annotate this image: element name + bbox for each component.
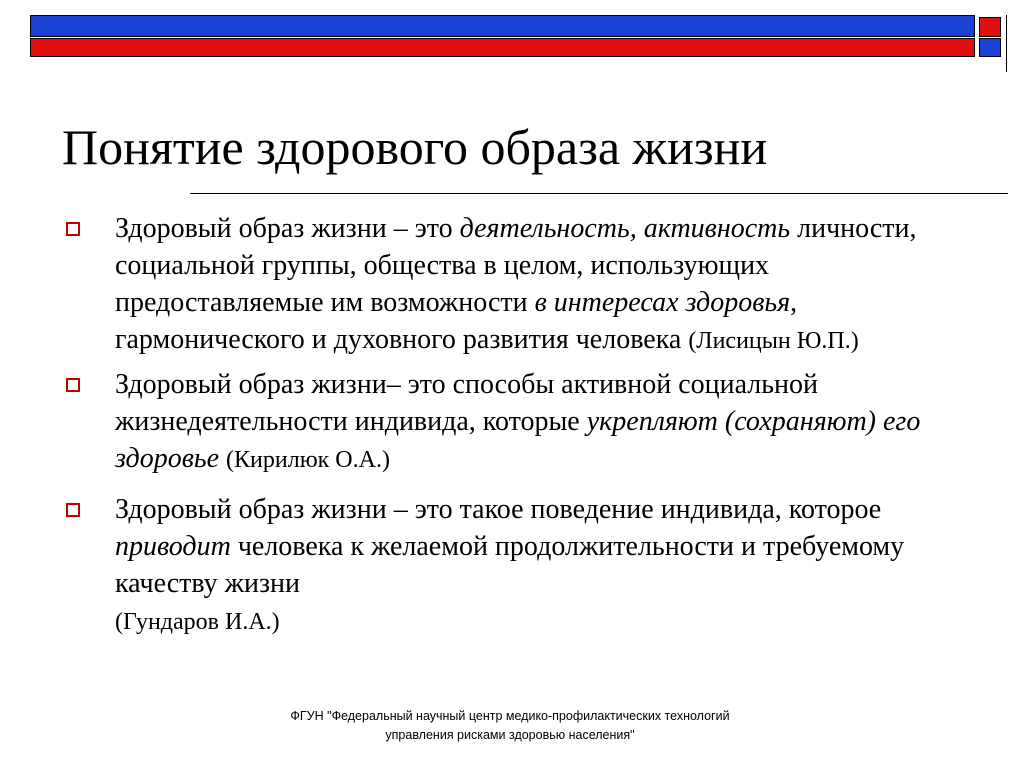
square-bullet-icon — [66, 378, 80, 392]
bullet-text: Здоровый образ жизни– это способы активной социальной жизнедеятельности индивида, которые укрепляют (сохраняют) его здоровье (Кирилюк О.А.) — [115, 369, 921, 474]
bullet-list — [62, 210, 962, 641]
bullet-item — [62, 366, 962, 479]
footer-line-2: управления рисками здоровью населения" — [385, 728, 635, 742]
author-citation: (Кирилюк О.А.) — [226, 447, 390, 473]
header-banner — [30, 15, 1003, 57]
blue-square — [979, 38, 1001, 57]
footer — [230, 707, 790, 745]
author-citation: (Лисицын Ю.П.) — [688, 328, 859, 354]
red-square — [979, 17, 1001, 37]
bullet-text: Здоровый образ жизни – это деятельность, активность личности, социальной группы, общества в целом, использующих предоставляемые им возможности в интересах здоровья, гармонического и духовного развития человека (Лисицын Ю.П.) — [115, 213, 917, 355]
bullet-item — [62, 210, 962, 360]
blue-stripe — [30, 15, 975, 37]
bullet-text: Здоровый образ жизни – это такое поведение индивида, которое приводит человека к желаемой продолжительности и требуемому качеству жизни (Гундаров И.А.) — [115, 494, 905, 635]
bullet-item — [62, 491, 962, 641]
slide-title: Понятие здорового образа жизни — [62, 119, 768, 175]
square-bullet-icon — [66, 503, 80, 517]
red-stripe — [30, 38, 975, 57]
footer-line-1: ФГУН "Федеральный научный центр медико-профилактических технологий — [290, 709, 730, 723]
square-bullet-icon — [66, 222, 80, 236]
author-citation: (Гундаров И.А.) — [115, 609, 280, 635]
title-underline — [190, 193, 1008, 194]
banner-divider — [1006, 15, 1007, 72]
